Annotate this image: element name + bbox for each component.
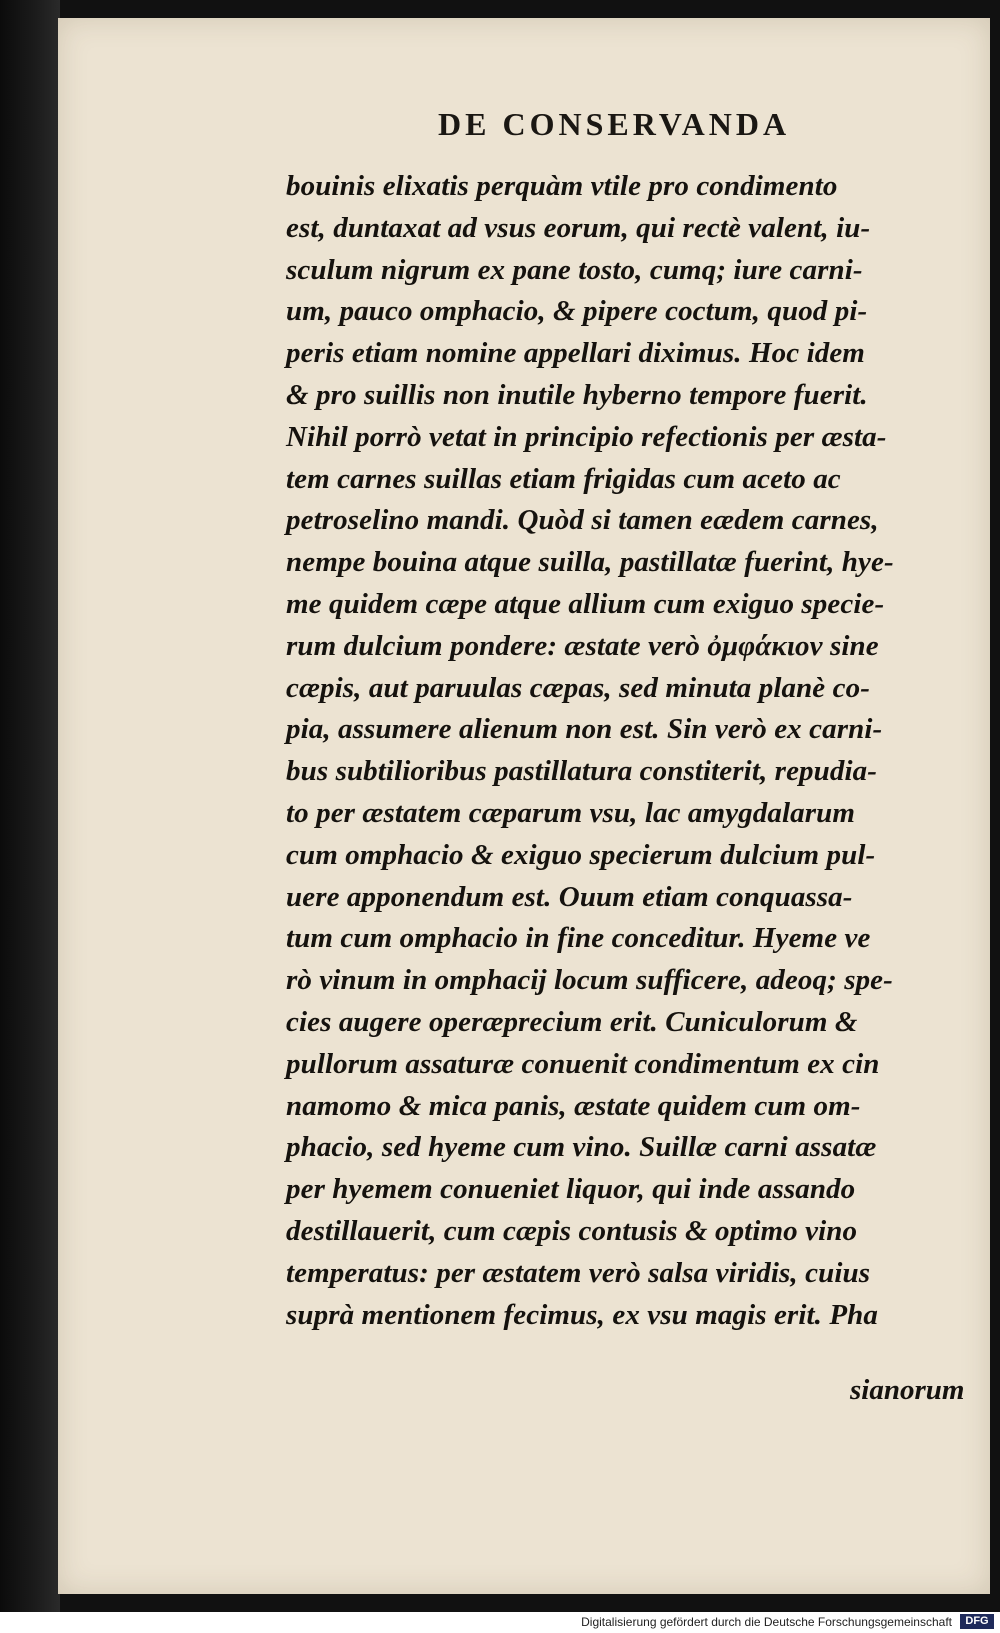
text-line: pullorum assaturæ conuenit condimentum ex cin [286, 1047, 880, 1080]
funding-credit: Digitalisierung gefördert durch die Deutsche Forschungsgemeinschaft [581, 1615, 952, 1629]
text-line: to per æstatem cæparum vsu, lac amygdalarum [286, 796, 855, 829]
text-line: bouinis elixatis perquàm vtile pro condimento [286, 170, 838, 202]
text-line: nempe bouina atque suilla, pastillatæ fuerint, hye- [286, 546, 894, 579]
text-line: sculum nigrum ex pane tosto, cumq; iure carni- [286, 253, 863, 286]
text-line: um, pauco omphacio, & pipere coctum, quod pi- [286, 295, 868, 328]
dfg-logo: DFG [960, 1614, 994, 1629]
book-gutter-shadow [0, 0, 60, 1612]
text-line: bus subtilioribus pastillatura constiterit, repudia- [286, 755, 877, 788]
text-line: phacio, sed hyeme cum vino. Suillæ carni assatæ [286, 1131, 877, 1164]
text-line: tem carnes suillas etiam frigidas cum aceto ac [286, 462, 841, 495]
text-line: destillauerit, cum cæpis contusis & optimo vino [286, 1214, 858, 1247]
text-line: & pro suillis non inutile hyberno tempore fuerit. [286, 378, 868, 411]
text-line: cum omphacio & exiguo specierum dulcium pul- [286, 838, 876, 871]
text-line: namomo & mica panis, æstate quidem cum om- [286, 1089, 861, 1122]
text-line: uere apponendum est. Ouum etiam conquassa- [286, 880, 853, 913]
text-line: Nihil porrò vetat in principio refectionis per æsta- [286, 420, 887, 453]
text-line: rò vinum in omphacij locum sufficere, adeoq; spe- [286, 964, 893, 997]
text-line: petroselino mandi. Quòd si tamen eædem carnes, [286, 504, 879, 537]
text-line: temperatus: per æstatem verò salsa viridis, cuius [286, 1256, 871, 1289]
footer-bar [0, 1612, 1000, 1633]
running-title: DE CONSERVANDA [438, 106, 791, 142]
text-line: est, duntaxat ad vsus eorum, qui rectè valent, iu- [286, 211, 871, 244]
body-text [286, 166, 986, 1336]
text-line: rum dulcium pondere: æstate verò ὀμφάκιον sine [286, 629, 879, 662]
catchword: sianorum [850, 1374, 965, 1406]
text-line: cies augere operæprecium erit. Cuniculorum & [286, 1005, 858, 1038]
text-line: pia, assumere alienum non est. Sin verò ex carni- [286, 713, 883, 746]
text-line: tum cum omphacio in fine conceditur. Hyeme ve [286, 922, 871, 955]
book-page [58, 18, 990, 1594]
text-line: suprà mentionem fecimus, ex vsu magis erit. Pha [286, 1298, 878, 1331]
text-line: cæpis, aut paruulas cæpas, sed minuta planè co- [286, 671, 870, 704]
text-line: peris etiam nomine appellari diximus. Hoc idem [286, 337, 865, 370]
text-line: me quidem cæpe atque allium cum exiguo specie- [286, 587, 885, 620]
text-line: per hyemem conueniet liquor, qui inde assando [286, 1173, 856, 1206]
